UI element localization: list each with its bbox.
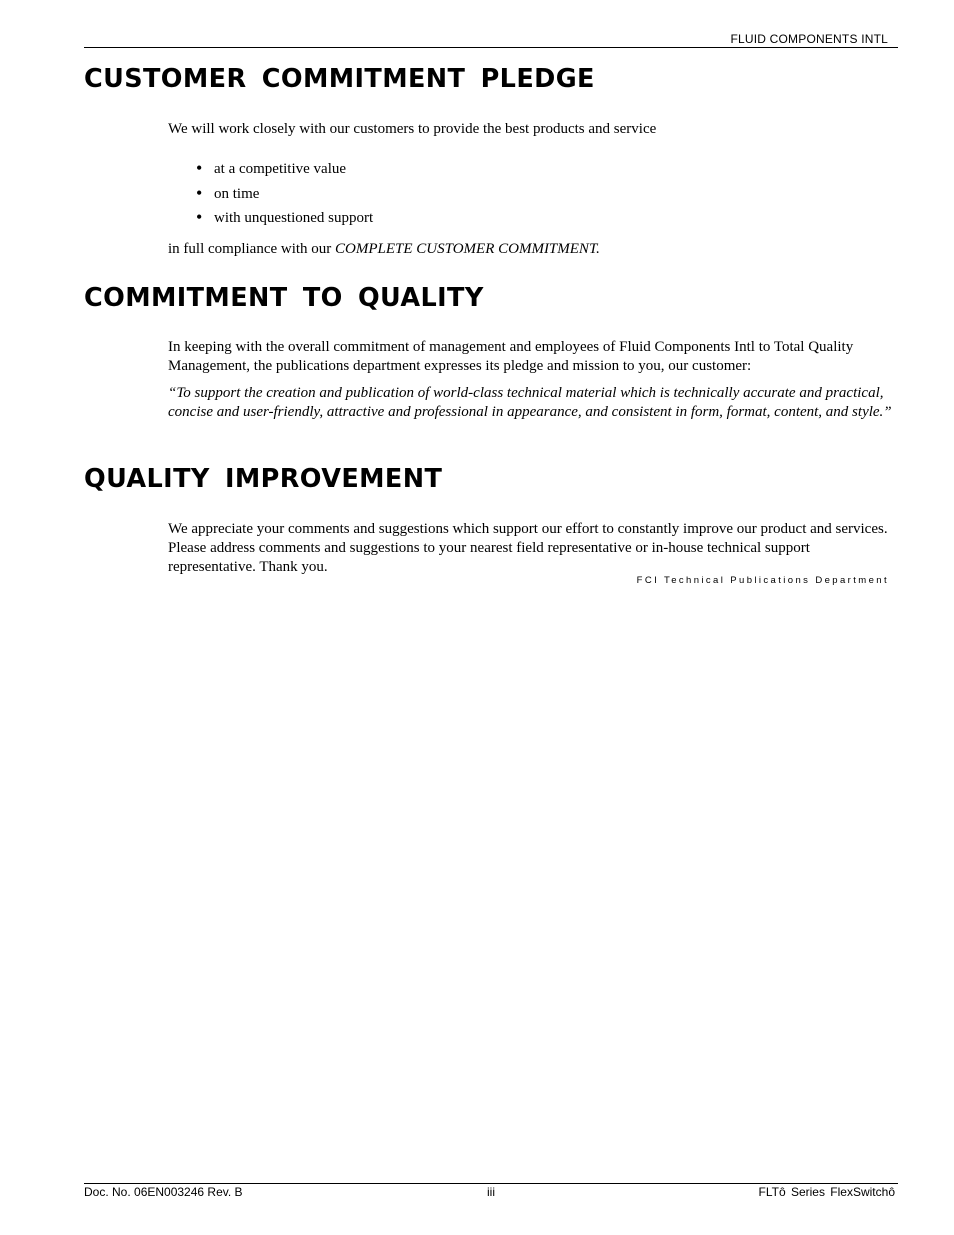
pledge-bullet-list (168, 160, 373, 234)
bullet-text: with unquestioned support (214, 210, 374, 226)
pledge-closing-emphasis: COMPLETE CUSTOMER COMMITMENT. (335, 241, 600, 257)
pledge-closing-text: in full compliance with our (168, 241, 336, 257)
pledge-intro: We will work closely with our customers to provide the best products and service (168, 121, 657, 137)
heading-commitment-to-quality: COMMITMENT TO QUALITY (84, 283, 484, 313)
bullet-icon: • (196, 207, 203, 227)
heading-customer-commitment-pledge: CUSTOMER COMMITMENT PLEDGE (84, 64, 595, 94)
signature-line: FCI Technical Publications Department (636, 575, 889, 586)
list-item (168, 209, 373, 234)
pledge-closing (168, 240, 892, 259)
header-company-name: FLUID COMPONENTS INTL (730, 32, 888, 46)
list-item (168, 160, 373, 185)
page-header (84, 31, 898, 48)
footer-doc-number: Doc. No. 06EN003246 Rev. B (84, 1185, 243, 1199)
improvement-paragraph: We appreciate your comments and suggestions which support our effort to constantly improve our product and services. Please address comments and suggestions to your nearest field representative or in-house technical support representative. Thank you. (168, 521, 888, 575)
bullet-text: at a competitive value (214, 161, 347, 177)
footer-page-number: iii (487, 1185, 495, 1199)
list-item (168, 182, 373, 210)
bullet-icon: • (196, 182, 203, 203)
quality-paragraph: In keeping with the overall commitment of management and employees of Fluid Components Intl to Total Quality Management, the publications department expresses its pledge and mission to you, our customer: (168, 339, 854, 374)
bullet-icon: • (196, 158, 203, 178)
mission-quote: “To support the creation and publication of world-class technical material which is technically accurate and practical, concise and user-friendly, attractive and professional in appearance, and consistent in form, format, content, and style.” (168, 385, 892, 420)
heading-quality-improvement: QUALITY IMPROVEMENT (84, 464, 443, 494)
footer-product-name: FLTô Series FlexSwitchô (758, 1185, 895, 1199)
bullet-text: on time (214, 185, 260, 202)
page-footer (84, 1183, 898, 1204)
